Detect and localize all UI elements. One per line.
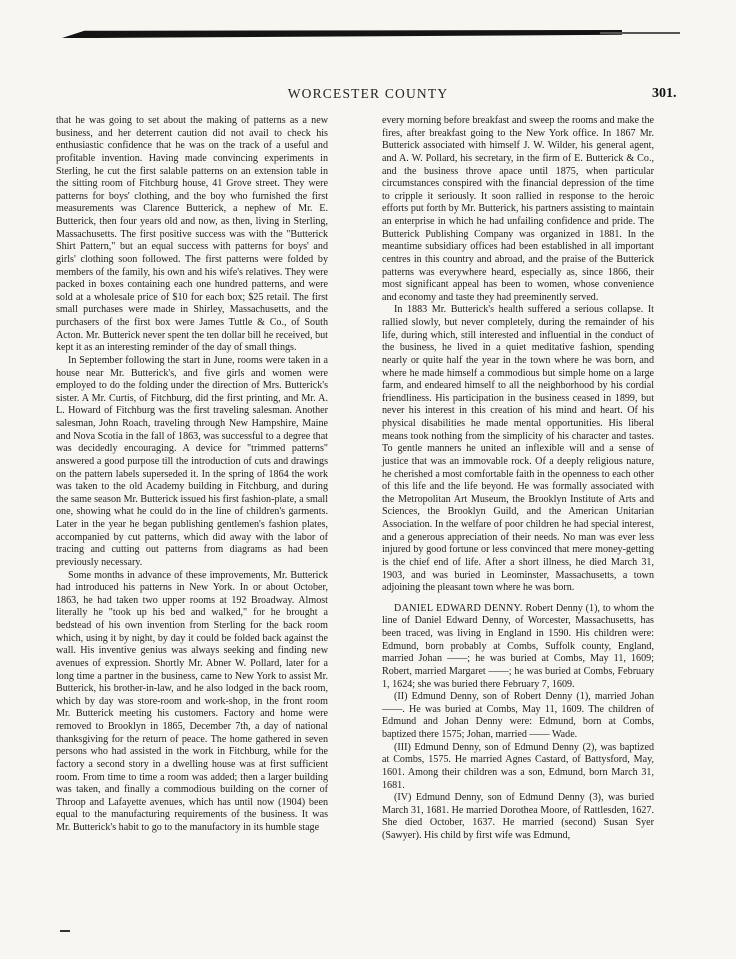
paragraph: In September following the start in June, rooms were taken in a house near Mr. Butterick's, and five girls and women were employed to do the folding under the direction of Mrs. Butterick's sister. A Mr. Curtis, of Fitchburg, did the first printing, and Mr. A. L. Howard of Fitchburg was the first traveling salesman. Another salesman, John Roach, traveling through New Hampshire, Maine and Nova Scotia in the fall of 1863, was successful to a degree that was decidedly encouraging. A device for "trimmed patterns" answered a good purpose till the introduction of cuts and drawings on the pattern labels superseded it. In the spring of 1864 the work was taken to the old Academy building in Fitchburg, and during the same season Mr. Butterick issued his first fashion-plate, a small one, showing what he could do in the line of children's garments. Later in the year he began publishing gentlemen's fashion plates, accompanied by cut patterns, which did away with the labor of tracing and cutting out patterns from diagrams as had been previously necessary. bbox=[56, 354, 328, 568]
genealogy-entry: (II) Edmund Denny, son of Robert Denny (1), married Johan ——. He was buried at Combs, May 11, 1609. The children of Edmund and Johan Denny were: Edmund, born at Combs, baptized there 1575; Johan, married —— Wade. bbox=[382, 691, 654, 740]
right-column bbox=[382, 115, 654, 843]
page-top-scan-artifact bbox=[62, 30, 622, 38]
section-heading: DANIEL EDWARD DENNY. bbox=[394, 602, 523, 614]
running-head: WORCESTER COUNTY bbox=[287, 86, 449, 101]
page-number: 301. bbox=[652, 86, 677, 101]
genealogy-entry: (III) Edmund Denny, son of Edmund Denny (2), was baptized at Combs, 1575. He married Agnes Castard, of Battysford, May, 1601. Among their children was a son, Edmund, born March 31, 1681. bbox=[382, 741, 654, 791]
section-heading-text: Robert Denny (1), to whom the line of Daniel Edward Denny, of Worcester, Massachusetts, has been traced, was living in England in 1590. His children were: Edmund, born probably at Combs, Suffolk county, England, married Johan ——; he was buried at Combs, May 11, 1609; Robert, married Margaret ——; he was buried at Combs, February 1, 1624; she was buried there February 7, 1609. bbox=[382, 602, 654, 690]
genealogy-entry: (IV) Edmund Denny, son of Edmund Denny (3), was buried March 31, 1681. He married Dorothea Moore, of Rattlesden, 1627. She died October, 1637. He married (second) Susan Syer (Sawyer). His child by first wife was Edmund, bbox=[382, 792, 654, 841]
paragraph: In 1883 Mr. Butterick's health suffered a serious collapse. It rallied slowly, but never completely, during the remainder of his life, during which, still interested and influential in the conduct of the business, he lived in a quiet meditative fashion, spending nearly or quite half the year in the town where he was born, and where he made himself a commodious but simple home on a large farm, and endeared himself to all the neighborhood by his cordial friendliness. His participation in the business ceased in 1899, but never his interest in this creation of his mind and heart. Of his physical disabilities he made mental opportunities. His liberal means took nothing from the simplicity of his character and tastes. To gentle manners he united an inflexible will and a sense of justice that was an immovable rock. Of a deeply religious nature, he cherished a most comfortable faith in the openness to each other of this life and the life beyond. He was formally associated with the Metropolitan Art Museum, the Brooklyn Institute of Arts and Sciences, the Brooklyn Guild, and the American Unitarian Association. In the welfare of poor children he had special interest, and a generous appreciation of their needs. No man was ever less injured by good fortune or less convinced that mere money-getting is the chief end of life. After a short illness, he died March 31, 1903, and was buried in Leominster, Massachusetts, a town adjoining the pleasant town where he was born. bbox=[382, 304, 654, 594]
left-column bbox=[56, 115, 328, 835]
section-heading-paragraph bbox=[382, 603, 654, 691]
paragraph: that he was going to set about the making of patterns as a new business, and her deterrent caution did not avail to check his enthusiastic confidence that he was on the track of a useful and profitable invention. Having made convincing experiments in Sterling, he cut the first salable patterns on an extension table in the sitting room of Fitchburg house, 41 Grove street. They were patterns for boys' clothing, and the boy who furnished the first measurements was Clarence Butterick, a nephew of Mr. E. Butterick, then four years old and now, as then, living in Sterling, Massachusetts. The first positive success was with the "Butterick Shirt Pattern," but an equal success with patterns for boys' and girls' clothing soon followed. The first patterns were folded by members of the family, his own and his wife's relatives. They were packed in boxes containing each one hundred patterns, and were sold at a wholesale price of $10 for each box; $25 retail. The first small purchases were made in Shirley, Massachusetts, and the purchasers of the first box were James Tuttle & Co., of South Acton. Mr. Butterick never spent the ten dollar bill he received, but kept it as an interesting reminder of the day of small things. bbox=[56, 115, 328, 354]
margin-mark bbox=[60, 930, 70, 932]
page-top-rule bbox=[600, 32, 680, 34]
paragraph: every morning before breakfast and sweep the rooms and make the fires, after breakfast going to the New York office. In 1867 Mr. Butterick associated with himself J. W. Wilder, his general agent, and A. W. Pollard, his secretary, in the firm of E. Butterick & Co., and the business throve apace until 1875, when particular circumstances conspired with the financial depression of the time to cripple it seriously. It soon rallied in response to the heroic efforts put forth by Mr. Butterick, his partners assisting to maintain an enterprise in which he had unfailing confidence and pride. The Butterick Publishing Company was organized in 1881. In the meantime subsidiary offices had been established in all important centres in this country and abroad, and the praise of the Butterick patterns was everywhere heard, especially as, since 1866, their most significant appeal has been to women, whose convenience and economy and taste they had preeminently served. bbox=[382, 115, 654, 303]
paragraph: Some months in advance of these improvements, Mr. Butterick had introduced his patterns in New York. In or about October, 1863, he had taken two upper rooms at 192 Broadway. Almost literally he "took up his bed and walked," for he brought a bedstead of his own invention from Sterling for the back room which, using it by night, by day it could be folded back against the wall. His inventive genius was always seeking and finding new avenues of expression. Shortly Mr. Abner W. Pollard, later for a long time a partner in the business, came to New York to assist Mr. Butterick, his brother-in-law, and he also lodged in the back room, which by day was store-room and work-shop, in the front room Mr. Butterick meeting his customers. Factory and home were removed to Brooklyn in 1865, December 7th, a day of national thanksgiving for the return of peace. The home gathered in seven persons who had assisted in the work in Fitchburg, while for the factory a second story in a dwelling house was at first sufficient room. From time to time a room was added; then a larger building was taken, and finally a commodious building on the corner of Throop and Lafayette avenues, which has until now (1904) been equal to the manufacturing requirements of the business. It was Mr. Butterick's habit to go to the manufactory in its humble stage bbox=[56, 569, 328, 833]
